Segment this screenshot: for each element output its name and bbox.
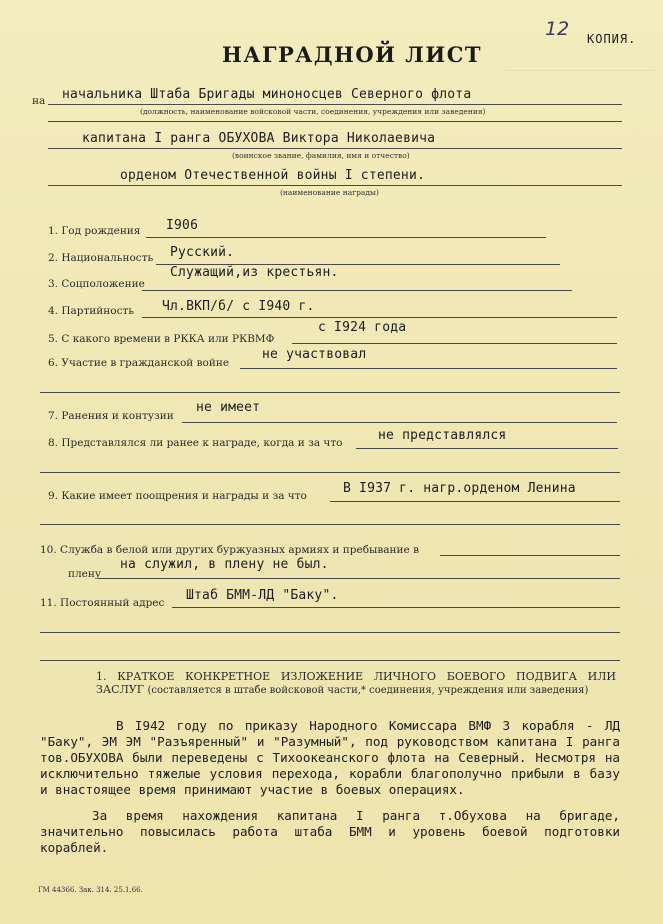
field-label-honors: 9. Какие имеет поощрения и награды и за что [48,490,307,502]
field-line-civil-war-2 [40,392,620,393]
field-line-address [172,607,620,608]
copy-mark: КОПИЯ. [587,32,637,46]
award-line [48,185,622,186]
field-value-nationality: Русский. [170,245,235,260]
print-code: ГМ 44366. Зак. 314. 25.1.66. [38,886,143,894]
field-line-service-start [292,343,617,344]
field-line-honors [330,501,620,502]
field-line-birth-year [146,237,546,238]
field-line-civil-war [240,368,617,369]
field-value-honors: В I937 г. нагр.орденом Ленина [343,481,576,496]
field-label-nationality: 2. Национальность [48,252,154,264]
field-value-party: Чл.ВКП/б/ с I940 г. [162,299,315,314]
name-line [48,148,622,149]
field-line-prior-award-2 [40,472,620,473]
field-value-prior-award: не представлялся [378,428,507,443]
field-value-white-army: на служил, в плену не был. [120,557,329,572]
field-line-wounds [182,422,617,423]
recipient-award: орденом Отечественной войны I степени. [120,168,426,183]
field-label-party: 4. Партийность [48,305,135,317]
name-caption: (воинское звание, фамилия, имя и отчество) [232,151,410,160]
field-value-address: Штаб БММ-ЛД "Баку". [186,588,339,603]
award-narrative-paragraph-2: За время нахождения капитана I ранга т.Обухова на бригаде, значительно повысилась работа штаба БММ и уровень боевой подготовки кораблей. [40,808,620,855]
field-label-captivity: плену [68,568,102,580]
field-value-civil-war: не участвовал [262,347,367,362]
field-line-prior-award [356,448,618,449]
field-line-honors-2 [40,524,620,525]
recipient-name: капитана I ранга ОБУХОВА Виктора Николаевича [82,131,436,146]
field-value-service-start: с I924 года [318,320,407,335]
field-label-service-start: 5. С какого времени в РККА или РКВМФ [48,333,275,345]
field-label-social-origin: 3. Соцположение [48,278,145,290]
award-caption: (наименование награды) [280,188,379,197]
field-label-birth-year: 1. Год рождения [48,225,141,237]
document-title: НАГРАДНОЙ ЛИСТ [222,42,483,67]
field-label-white-army: 10. Служба в белой или других буржуазных армиях и пребывание в [40,544,420,556]
recipient-prefix: на [32,95,46,107]
recipient-position: начальника Штаба Бригады миноносцев Северного флота [62,87,472,102]
position-caption: (должность, наименование войсковой части, соединения, учреждения или заведения) [140,107,486,116]
section-heading-note: (составляется в штабе войсковой части,* соединения, учреждения или заведения) [147,685,589,696]
position-line [48,104,622,105]
field-label-address: 11. Постоянный адрес [40,597,165,609]
page-number: 12 [545,18,570,40]
field-label-civil-war: 6. Участие в гражданской войне [48,357,230,369]
section-heading [96,670,616,697]
field-line-white-army [440,555,620,556]
position-line-2 [48,121,622,122]
field-value-social-origin: Служащий,из крестьян. [170,265,339,280]
field-line-captivity [98,578,620,579]
award-narrative-paragraph-1: В I942 году по приказу Народного Комиссара ВМФ 3 корабля - ЛД "Баку", ЭМ ЭМ "Разъяренный" и "Разумный", под руководством капитана I ранга тов.ОБУХОВА были переведены с Тихоокеанского флота на Северный. Несмотря на исключительно тяжелые условия перехода, корабли благополучно прибыли в базу и внастоящее время принимают участие в боевых операциях. [40,718,620,797]
field-value-wounds: не имеет [196,400,261,415]
field-label-wounds: 7. Ранения и контузии [48,410,174,422]
field-line-party [142,317,617,318]
section-heading-title: 1. КРАТКОЕ КОНКРЕТНОЕ ИЗЛОЖЕНИЕ ЛИЧНОГО БОЕВОГО ПОДВИГА ИЛИ ЗАСЛУГ [96,670,616,696]
field-label-prior-award: 8. Представлялся ли ранее к награде, когда и за что [48,437,343,449]
field-line-address-3 [40,660,620,661]
field-value-birth-year: I906 [166,218,199,233]
field-line-address-2 [40,632,620,633]
field-line-social-origin [142,290,572,291]
